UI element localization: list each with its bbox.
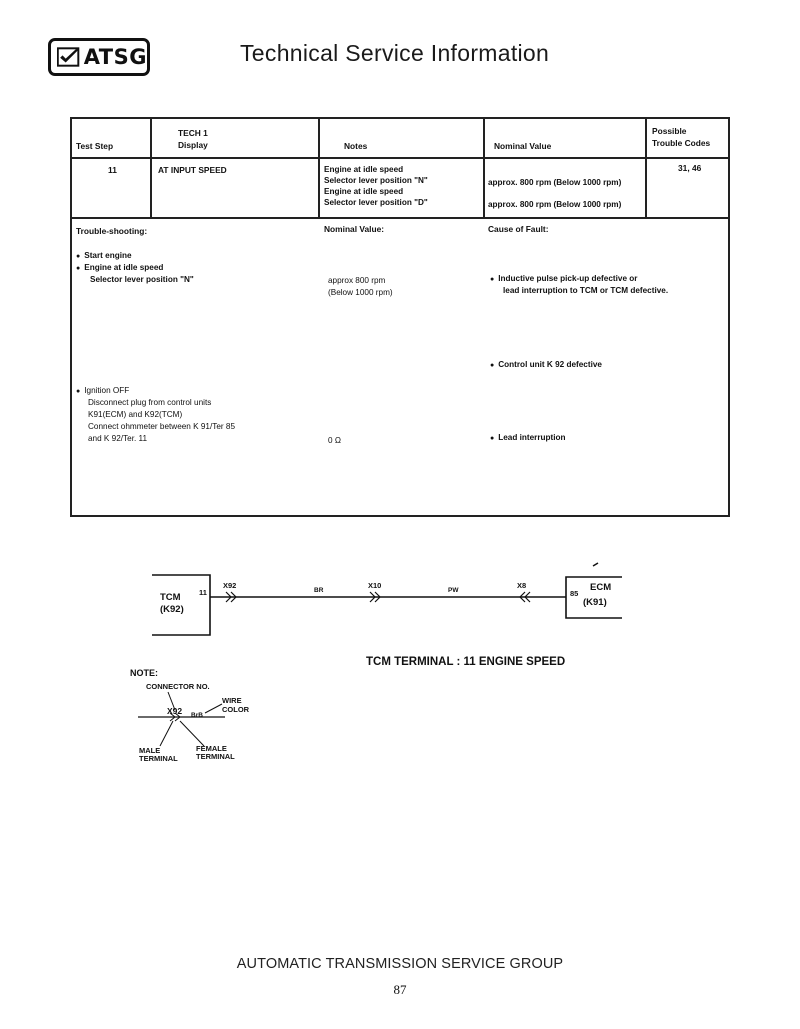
tcm-pin: 11	[199, 588, 207, 597]
connector-x10: X10	[368, 581, 382, 590]
row-note-1: Engine at idle speed	[324, 165, 404, 174]
note-x92: X92	[167, 706, 183, 716]
note-connector-no: CONNECTOR NO.	[146, 682, 210, 691]
connector-x8: X8	[517, 581, 527, 590]
header-display: Display	[178, 140, 208, 150]
row-codes: 31, 46	[678, 163, 702, 173]
note-wire: WIRE	[222, 696, 242, 705]
step-connect-ohmmeter: Connect ohmmeter between K 91/Ter 85	[88, 422, 236, 431]
nominal-zero-ohm: 0 Ω	[328, 436, 341, 445]
row-step: 11	[108, 165, 117, 175]
row-note-3: Engine at idle speed	[324, 187, 404, 196]
cause-lead-interruption-tcm: lead interruption to TCM or TCM defective.	[503, 286, 669, 295]
step-selector-n: Selector lever position "N"	[90, 275, 194, 284]
header-trouble-codes: Trouble Codes	[652, 138, 711, 148]
tcm-id: (K92)	[160, 604, 184, 615]
header-notes: Notes	[344, 141, 368, 151]
step-disconnect-plug: Disconnect plug from control units	[88, 398, 212, 407]
step-start-engine: ● Start engine	[76, 250, 132, 263]
page-number: 87	[393, 982, 407, 997]
note-title: NOTE:	[130, 668, 158, 678]
note-color: COLOR	[222, 705, 250, 714]
row-nominal-n: approx. 800 rpm (Below 1000 rpm)	[488, 178, 622, 187]
wire-color-pw: PW	[448, 587, 459, 594]
diagram-caption: TCM TERMINAL : 11 ENGINE SPEED	[366, 656, 566, 668]
step-idle-speed: ● Engine at idle speed	[76, 262, 163, 275]
step-ignition-off: ● Ignition OFF	[76, 385, 129, 398]
note-female-terminal: TERMINAL	[196, 752, 235, 761]
cause-lead-interruption: ● Lead interruption	[490, 432, 566, 445]
row-nominal-d: approx. 800 rpm (Below 1000 rpm)	[488, 200, 622, 209]
ecm-id: (K91)	[583, 597, 607, 608]
note-male: MALE	[139, 746, 161, 755]
wire-color-br: BR	[314, 587, 324, 594]
cause-of-fault-heading: Cause of Fault:	[488, 224, 549, 234]
ecm-pin: 85	[570, 589, 579, 598]
troubleshooting-heading: Trouble-shooting:	[76, 226, 148, 236]
connector-x92: X92	[223, 581, 237, 590]
ecm-label: ECM	[590, 582, 612, 593]
logo-text: ATSG	[83, 45, 147, 69]
header-nominal-value: Nominal Value	[494, 141, 552, 151]
cause-control-unit: ● Control unit K 92 defective	[490, 359, 602, 372]
note-brb: BrB	[191, 712, 203, 719]
step-ter-11: and K 92/Ter. 11	[88, 434, 148, 443]
tcm-label: TCM	[160, 592, 181, 603]
nominal-approx-800: approx 800 rpm	[328, 276, 386, 285]
row-note-2: Selector lever position "N"	[324, 176, 428, 185]
note-male-terminal: TERMINAL	[139, 754, 178, 763]
row-display: AT INPUT SPEED	[158, 165, 227, 175]
row-note-4: Selector lever position "D"	[324, 198, 428, 207]
header-possible: Possible	[652, 126, 687, 136]
step-units: K91(ECM) and K92(TCM)	[88, 410, 183, 419]
header-test-step: Test Step	[76, 141, 114, 151]
nominal-below-1000: (Below 1000 rpm)	[328, 288, 393, 297]
cause-inductive-pickup: ● Inductive pulse pick-up defective or	[490, 273, 637, 286]
nominal-value-heading: Nominal Value:	[324, 224, 385, 234]
footer-organization: AUTOMATIC TRANSMISSION SERVICE GROUP	[236, 956, 564, 972]
page-title: Technical Service Information	[240, 40, 550, 66]
header-tech1: TECH 1	[178, 128, 208, 138]
note-female: FEMALE	[196, 744, 227, 753]
